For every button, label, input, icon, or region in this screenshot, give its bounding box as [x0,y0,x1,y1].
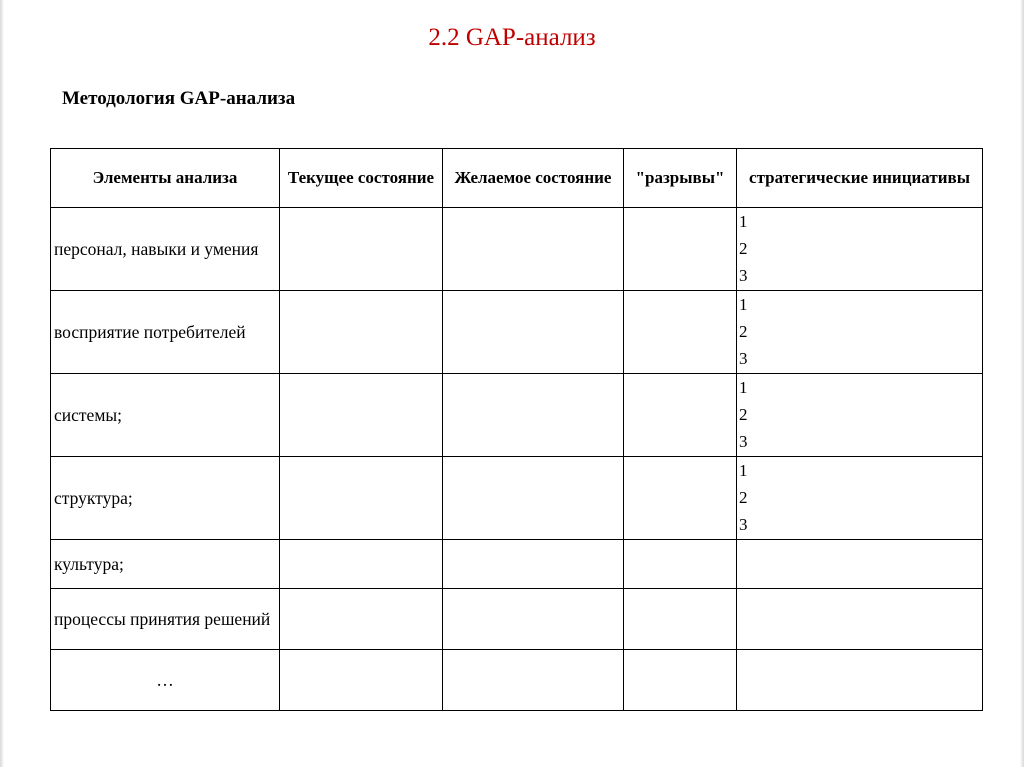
initiative-number: 2 [739,405,748,424]
cell-gap [624,540,737,589]
slide-edge-left [0,0,4,767]
initiative-number: 3 [739,515,748,534]
cell-desired [443,540,624,589]
cell-element: восприятие потребителей [51,291,280,374]
table-row [51,540,983,589]
cell-initiatives [737,589,983,650]
cell-element: процессы принятия решений [51,589,280,650]
cell-current [280,589,443,650]
cell-element: культура; [51,540,280,589]
cell-initiatives [737,540,983,589]
table-row [51,291,983,374]
cell-desired [443,374,624,457]
cell-initiatives [737,650,983,711]
header-current-state: Текущее состояние [280,149,443,208]
cell-initiatives [737,374,983,457]
cell-current [280,540,443,589]
cell-initiatives [737,457,983,540]
header-strategic-initiatives: стратегические инициативы [737,149,983,208]
cell-gap [624,374,737,457]
table-row [51,650,983,711]
initiative-number: 3 [739,266,748,285]
cell-desired [443,457,624,540]
table-row [51,457,983,540]
initiative-number: 2 [739,322,748,341]
slide-edge-right [1020,0,1024,767]
initiative-number: 1 [739,461,748,480]
table-header-row [51,149,983,208]
cell-current [280,457,443,540]
slide-title: 2.2 GAP-анализ [428,24,596,51]
header-elements: Элементы анализа [51,149,280,208]
cell-desired [443,291,624,374]
cell-gap [624,208,737,291]
cell-desired [443,650,624,711]
gap-analysis-table [50,148,983,711]
cell-gap [624,589,737,650]
table-row [51,589,983,650]
cell-current [280,650,443,711]
initiative-number: 2 [739,488,748,507]
cell-element: персонал, навыки и умения [51,208,280,291]
cell-initiatives [737,208,983,291]
slide-subtitle: Методология GAP-анализа [62,88,296,109]
initiative-number: 1 [739,378,748,397]
cell-gap [624,457,737,540]
cell-current [280,208,443,291]
cell-current [280,374,443,457]
initiative-number: 2 [739,239,748,258]
initiative-number: 1 [739,295,748,314]
initiative-number: 3 [739,349,748,368]
cell-element: системы; [51,374,280,457]
header-desired-state: Желаемое состояние [443,149,624,208]
cell-gap [624,650,737,711]
initiative-number: 3 [739,432,748,451]
cell-desired [443,589,624,650]
table-row [51,374,983,457]
cell-element: структура; [51,457,280,540]
cell-gap [624,291,737,374]
initiative-number: 1 [739,212,748,231]
table-row [51,208,983,291]
header-gaps: "разрывы" [624,149,737,208]
cell-desired [443,208,624,291]
cell-current [280,291,443,374]
cell-element: … [51,650,280,711]
cell-initiatives [737,291,983,374]
